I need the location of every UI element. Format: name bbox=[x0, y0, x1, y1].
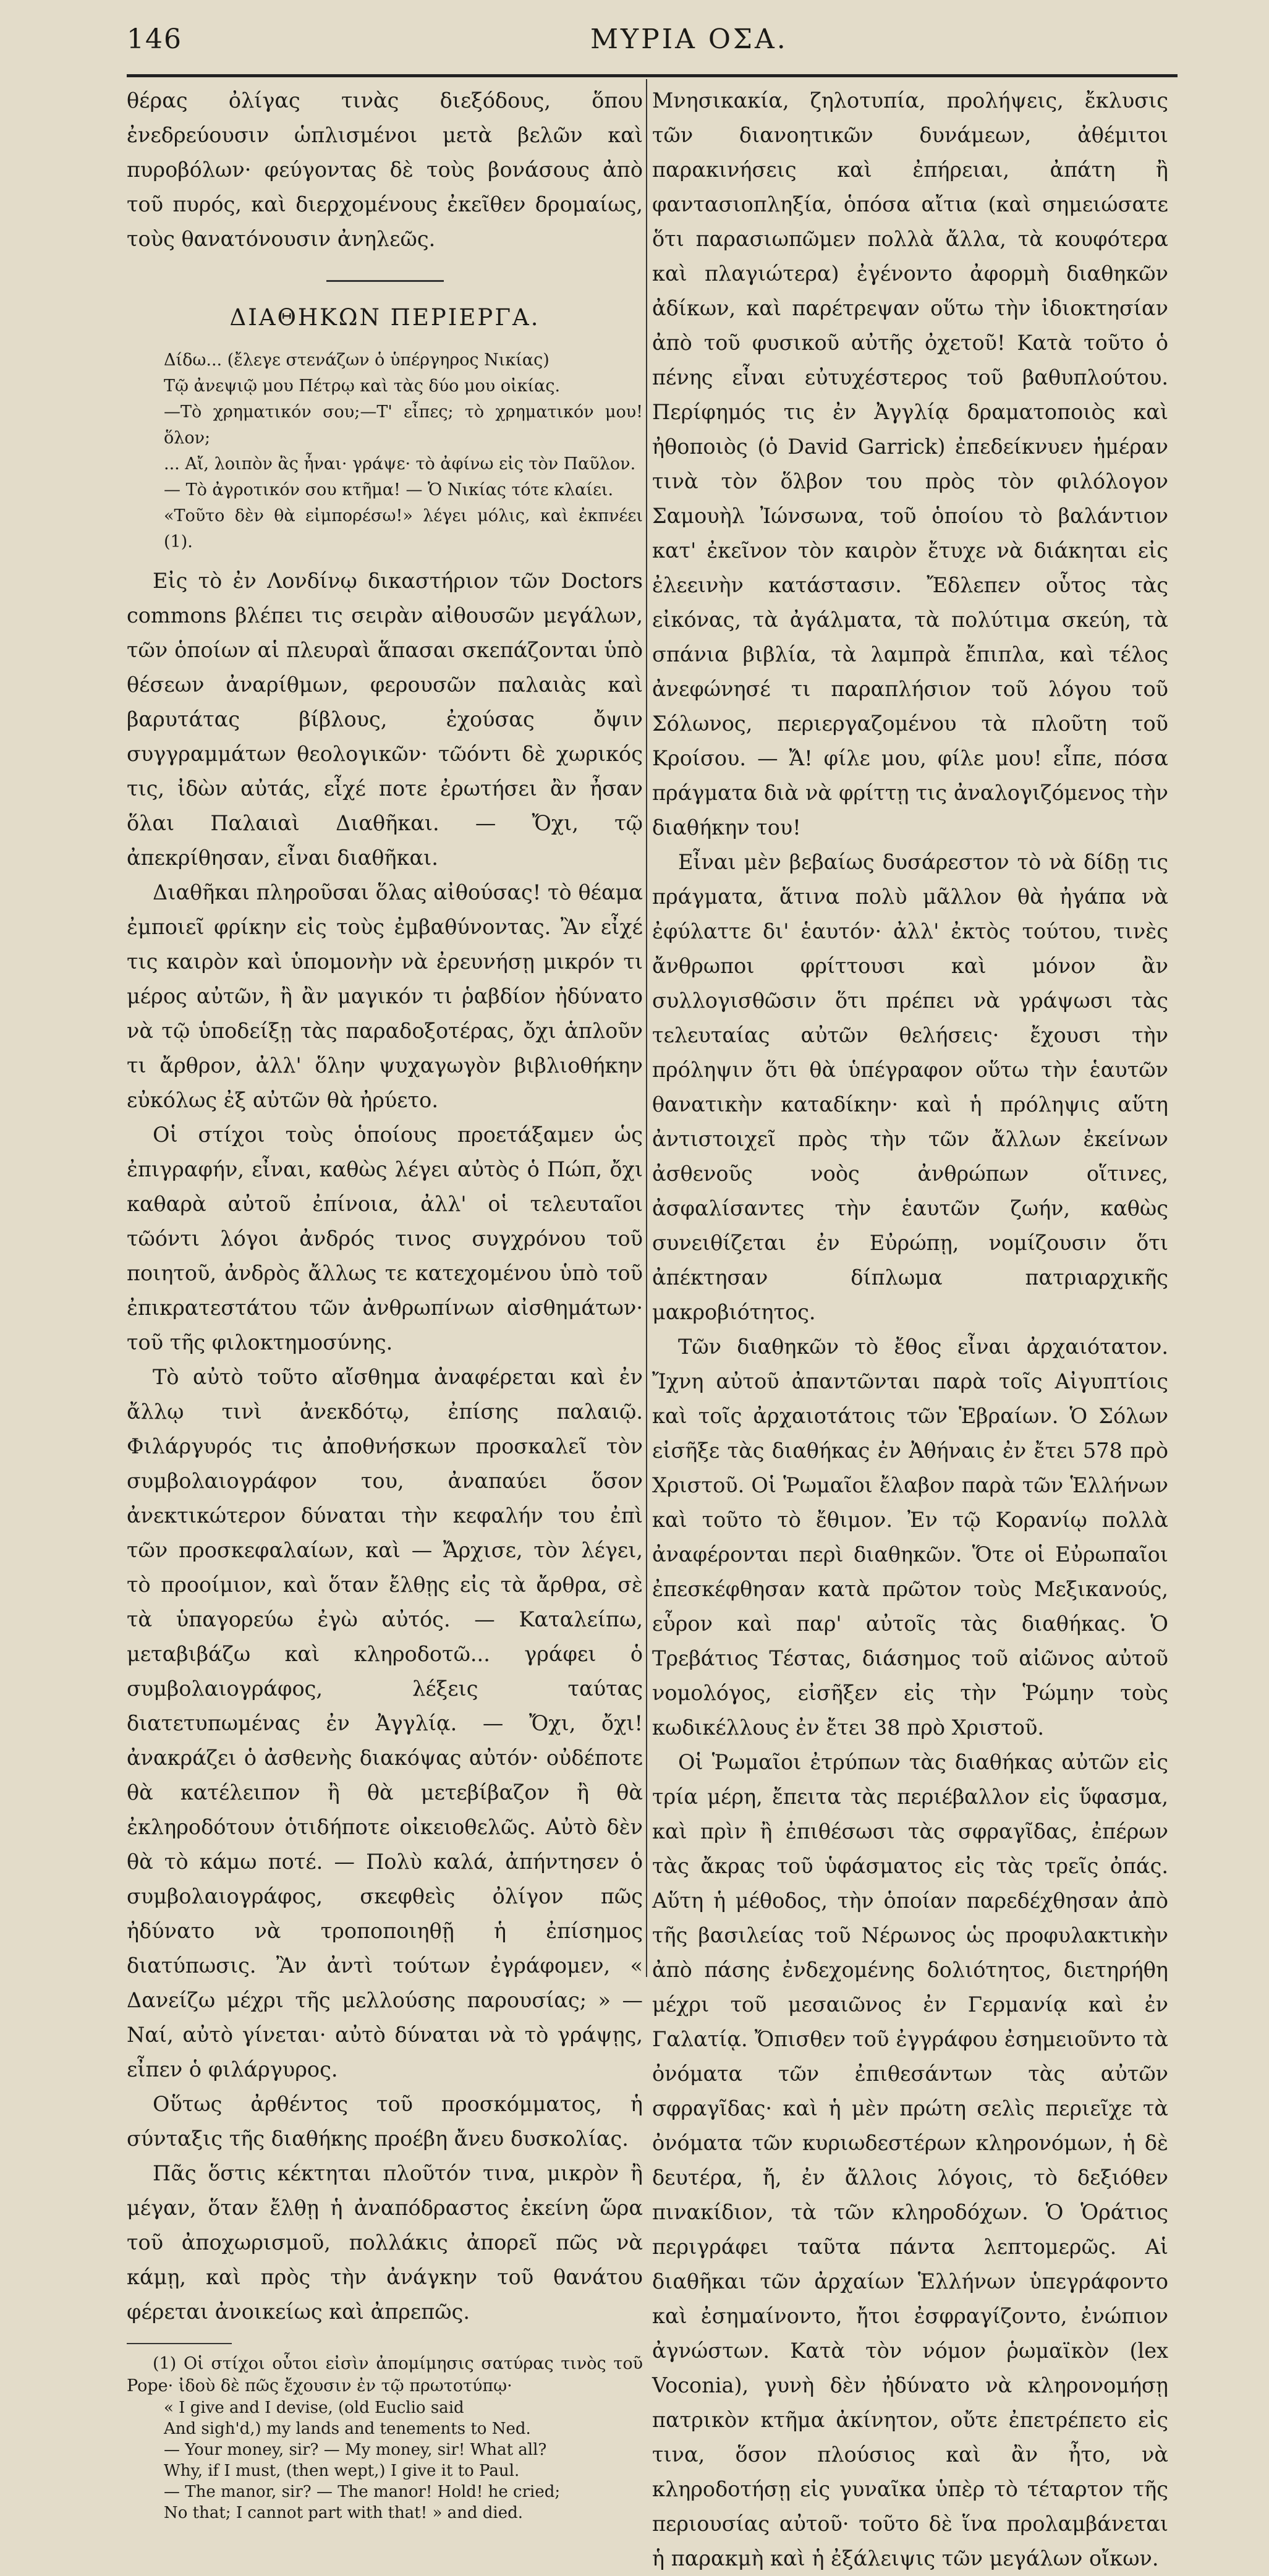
page-header bbox=[127, 23, 1178, 67]
paragraph: Οἱ στίχοι τοὺς ὁποίους προετάξαμεν ὡς ἐπιγραφήν, εἶναι, καθὼς λέγει αὐτὸς ὁ Πώπ, ὄχι καθαρὰ αὐτοῦ ἐπίνοια, ἀλλ' οἱ τελευταῖοι τῶόντι λόγοι ἀνδρός τινος συγχρόνου τοῦ ποιητοῦ, ἀνδρὸς ἄλλως τε κατεχομένου ὑπὸ τοῦ ἐπικρατεστάτου τῶν ἀνθρωπίνων αἰσθημάτων· τοῦ τῆς φιλοκτημοσύνης. bbox=[127, 1123, 643, 1354]
section-divider bbox=[326, 280, 444, 282]
paragraph: Μνησικακία, ζηλοτυπία, προλήψεις, ἔκλυσις τῶν διανοητικῶν δυνάμεων, ἀθέμιτοι παρακινήσεις καὶ ἐπήρειαι, ἀπάτη ἢ φαντασιοπληξία, ὁπόσα αἴτια (καὶ σημειώσατε ὅτι παρασιωπῶμεν πολλὰ ἄλλα, τὰ κουφότερα καὶ πλαγιώτερα) ἐγένοντο ἀφορμὴ διαθηκῶν ἀδίκων, καὶ παρέτρεψαν οὕτω τὴν ἰδιοκτησίαν ἀπὸ τοῦ φυσικοῦ αὐτῆς ὀχετοῦ! Κατὰ τοῦτο ὁ πένης εἶναι εὐτυχέστερος τοῦ βαθυπλούτου. Περίφημός τις ἐν Ἀγγλίᾳ δραματοποιὸς καὶ ἠθοποιὸς (ὁ David Garrick) ἐπεδείκνυεν ἡμέραν τινὰ τὸν ὅλβον του πρὸς τὸν φιλόλογον Σαμουὴλ Ἰώνσωνα, τοῦ ὁποίου τὸ βαλάντιον κατ' ἐκεῖνον τὸν καιρὸν ἔτυχε νὰ διάκηται εἰς ἐλεεινὴν κατάστασιν. Ἔδλεπεν οὗτος τὰς εἰκόνας, τὰ ἀγάλματα, τὰ πολύτιμα σκεύη, τὰ σπάνια βιβλία, τὰ λαμπρὰ ἔπιπλα, καὶ τέλος ἀνεφώνησέ τι παραπλήσιον τοῦ λόγου τοῦ Σόλωνος, περιεργαζομένου τὰ πλοῦτη τοῦ Κροίσου. — Ἄ! φίλε μου, φίλε μου! εἶπε, πόσα πράγματα διὰ νὰ φρίττῃ τις ἀναλογιζόμενος τὴν διαθήκην του! bbox=[652, 88, 1168, 840]
footnote-verse-line: — Your money, sir? — My money, sir! What all? bbox=[164, 2441, 547, 2459]
column-divider bbox=[646, 79, 647, 1977]
verse-line: — Τὸ ἀγροτικόν σου κτῆμα! — Ὁ Νικίας τότε κλαίει. bbox=[164, 480, 614, 499]
right-column bbox=[652, 83, 1168, 2570]
footnote bbox=[127, 2353, 643, 2523]
footnote-verse-line: — The manor, sir? — The manor! Hold! he cried; bbox=[164, 2483, 561, 2501]
footnote-text: (1) Οἱ στίχοι οὗτοι εἰσὶν ἀπομίμησις σατύρας τινὸς τοῦ Pope· ἰδοὺ δὲ πῶς ἔχουσιν ἐν τῷ πρωτοτύπῳ· bbox=[127, 2354, 643, 2395]
verse-line: «Τοῦτο δὲν θὰ εἰμπορέσω!» λέγει μόλις, καὶ ἐκπνέει (1). bbox=[164, 506, 643, 551]
paragraph: Τῶν διαθηκῶν τὸ ἔθος εἶναι ἀρχαιότατον. Ἴχνη αὐτοῦ ἀπαντῶνται παρὰ τοῖς Αἰγυπτίοις καὶ τοῖς ἀρχαιοτάτοις τῶν Ἑβραίων. Ὁ Σόλων εἰσῆξε τὰς διαθήκας ἐν Ἀθήναις ἐν ἔτει 578 πρὸ Χριστοῦ. Οἱ Ῥωμαῖοι ἔλαβον παρὰ τῶν Ἑλλήνων καὶ τοῦτο τὸ ἔθιμον. Ἐν τῷ Κορανίῳ πολλὰ ἀναφέρονται περὶ διαθηκῶν. Ὅτε οἱ Εὐρωπαῖοι ἐπεσκέφθησαν κατὰ πρῶτον τοὺς Μεξικανούς, εὗρον καὶ παρ' αὐτοῖς τὰς διαθήκας. Ὁ Τρεβάτιος Τέστας, διάσημος τοῦ αἰῶνος αὐτοῦ νομολόγος, εἰσῆξεν εἰς τὴν Ῥώμην τοὺς κωδικέλλους ἐν ἔτει 38 πρὸ Χριστοῦ. bbox=[652, 1335, 1168, 1740]
paragraph: Διαθῆκαι πληροῦσαι ὅλας αἰθούσας! τὸ θέαμα ἐμποιεῖ φρίκην εἰς τοὺς ἐμβαθύνοντας. Ἂν εἶχέ τις καιρὸν καὶ ὑπομονὴν νὰ ἐρευνήσῃ μικρόν τι μέρος αὐτῶν, ἢ ἂν μαγικόν τι ῥαβδίον ἠδύνατο νὰ τῷ ὑποδείξῃ τὰς παραδοξοτέρας, ὄχι ἁπλοῦν τι ἄρθρον, ἀλλ' ὅλην ψυχαγωγὸν βιβλιοθήκην εὐκόλως ἐξ αὐτῶν θὰ ἠρύετο. bbox=[127, 880, 643, 1112]
verse-line: Τῷ ἀνεψιῷ μου Πέτρῳ καὶ τὰς δύο μου οἰκίας. bbox=[164, 376, 561, 396]
footnote-verse bbox=[127, 2397, 643, 2523]
footnote-rule bbox=[127, 2343, 232, 2344]
left-column bbox=[127, 83, 643, 2522]
running-head: ΜΥΡΙΑ ΟΣΑ. bbox=[590, 23, 788, 55]
paragraph: Τὸ αὐτὸ τοῦτο αἴσθημα ἀναφέρεται καὶ ἐν ἄλλῳ τινὶ ἀνεκδότῳ, ἐπίσης παλαιῷ. Φιλάργυρός τις ἀποθνήσκων προσκαλεῖ τὸν συμβολαιογράφον του, ἀναπαύει ὅσον ἀνεκτικώτερον δύναται τὴν κεφαλήν του ἐπὶ τῶν προσκεφαλαίων, καὶ — Ἄρχισε, τὸν λέγει, τὸ προοίμιον, καὶ ὅταν ἔλθῃς εἰς τὰ ἄρθρα, σὲ τὰ ὑπαγορεύω ἐγὼ αὐτός. — Καταλείπω, μεταβιβάζω καὶ κληροδοτῶ... γράφει ὁ συμβολαιογράφος, λέξεις ταύτας διατετυπωμένας ἐν Ἀγγλίᾳ. — Ὄχι, ὄχι! ἀνακράζει ὁ ἀσθενὴς διακόψας αὐτόν· οὐδέποτε θὰ κατέλειπον ἢ θὰ μετεβίβαζον ἢ θὰ ἐκληροδότουν ὁτιδήποτε οἰκειοθελῶς. Αὐτὸ δὲν θὰ τὸ κάμω ποτέ. — Πολὺ καλά, ἀπήντησεν ὁ συμβολαιογράφος, σκεφθεὶς ὀλίγον πῶς ἠδύνατο νὰ τροποποιηθῇ ἡ ἐπίσημος διατύπωσις. Ἂν ἀντὶ τούτων ἐγράφομεν, « Δανείζω μέχρι τῆς μελλούσης παρουσίας; » — Ναί, αὐτὸ γίνεται· αὐτὸ δύναται νὰ τὸ γράψῃς, εἶπεν ὁ φιλάργυρος. bbox=[127, 1365, 643, 2081]
footnote-verse-line: Why, if I must, (then wept,) I give it to Paul. bbox=[164, 2462, 520, 2480]
header-rule bbox=[127, 74, 1178, 77]
verse-line: —Τὸ χρηματικόν σου;—Τ' εἶπες; τὸ χρηματικόν μου! ὅλον; bbox=[164, 402, 643, 448]
paragraph: Εἰς τὸ ἐν Λονδίνῳ δικαστήριον τῶν Doctors commons βλέπει τις σειρὰν αἰθουσῶν μεγάλων, τῶν ὁποίων αἱ πλευραὶ ἅπασαι σκεπάζονται ὑπὸ θέσεων ἀναρίθμων, φερουσῶν παλαιὰς καὶ βαρυτάτας βίβλους, ἐχούσας ὄψιν συγγραμμάτων θεολογικῶν· τῶόντι δὲ χωρικός τις, ἰδὼν αὐτάς, εἶχέ ποτε ἐρωτήσει ἂν ἦσαν ὅλαι Παλαιαὶ Διαθῆκαι. — Ὄχι, τῷ ἀπεκρίθησαν, εἶναι διαθῆκαι. bbox=[127, 569, 643, 870]
epigraph-verse bbox=[127, 347, 643, 555]
footnote-verse-line: And sigh'd,) my lands and tenements to Ned. bbox=[164, 2420, 531, 2438]
verse-line: ... Αἴ, λοιπὸν ἂς ἦναι· γράψε· τὸ ἀφίνω εἰς τὸν Παῦλον. bbox=[164, 454, 636, 474]
footnote-verse-line: No that; I cannot part with that! » and died. bbox=[164, 2504, 524, 2522]
page-number: 146 bbox=[127, 23, 182, 55]
paragraph: θέρας ὀλίγας τινὰς διεξόδους, ὅπου ἐνεδρεύουσιν ὡπλισμένοι μετὰ βελῶν καὶ πυροβόλων· φεύγοντας δὲ τοὺς βονάσους ἀπὸ τοῦ πυρός, καὶ διερχομένους ἐκεῖθεν δρομαίως, τοὺς θανατόνουσιν ἀνηλεῶς. bbox=[127, 88, 643, 251]
paragraph: Οὕτως ἀρθέντος τοῦ προσκόμματος, ἡ σύνταξις τῆς διαθήκης προέβη ἄνευ δυσκολίας. bbox=[127, 2092, 643, 2151]
verse-line: Δίδω... (ἔλεγε στενάζων ὁ ὑπέργηρος Νικίας) bbox=[164, 351, 550, 370]
paragraph: Οἱ Ῥωμαῖοι ἐτρύπων τὰς διαθήκας αὐτῶν εἰς τρία μέρη, ἔπειτα τὰς περιέβαλλον εἰς ὕφασμα, καὶ πρὶν ἢ ἐπιθέσωσι τὰς σφραγῖδας, ἐπέρων τὰς ἄκρας τοῦ ὑφάσματος εἰς τὰς τρεῖς ὀπάς. Αὕτη ἡ μέθοδος, τὴν ὁποίαν παρεδέχθησαν ἀπὸ τῆς βασιλείας τοῦ Νέρωνος ὡς προφυλακτικὴν ἀπὸ πάσης ἐνδεχομένης δολιότητος, διετηρήθη μέχρι τοῦ μεσαιῶνος ἐν Γερμανίᾳ καὶ ἐν Γαλατίᾳ. Ὄπισθεν τοῦ ἐγγράφου ἐσημειοῦντο τὰ ὀνόματα τῶν ἐπιθεσάντων τὰς αὐτῶν σφραγῖδας· καὶ ἡ μὲν πρώτη σελὶς περιεῖχε τὰ ὀνόματα τῶν κυριωδεστέρων κληρονόμων, ἡ δὲ δευτέρα, ἤ, ἐν ἄλλοις λόγοις, τὸ δεξιόθεν πινακίδιον, τὰ τῶν κληροδόχων. Ὁ Ὁράτιος περιγράφει ταῦτα πάντα λεπτομερῶς. Αἱ διαθῆκαι τῶν ἀρχαίων Ἑλλήνων ὑπεγράφοντο καὶ ἐσημαίνοντο, ἤτοι ἐσφραγίζοντο, ἐνώπιον ἀγνώστων. Κατὰ τὸν νόμον ῥωμαϊκὸν (lex Voconia), γυνὴ δὲν ἠδύνατο νὰ κληρονομήσῃ πατρικὸν κτῆμα ἀκίνητον, οὔτε ἐπετρέπετο εἰς τινα, ὅσον πλούσιος καὶ ἂν ἦτο, νὰ κληροδοτήσῃ εἰς γυναῖκα ὑπὲρ τὸ τέταρτον τῆς περιουσίας αὐτοῦ· τοῦτο δὲ ἵνα προλαμβάνεται ἡ παρακμὴ καὶ ἡ ἐξάλειψις τῶν μεγάλων οἴκων. bbox=[652, 1750, 1168, 2570]
footnote-verse-line: « I give and I devise, (old Euclio said bbox=[164, 2399, 464, 2417]
section-heading: ΔΙΑΘΗΚΩΝ ΠΕΡΙΕΡΓΑ. bbox=[229, 304, 540, 331]
paragraph: Πᾶς ὅστις κέκτηται πλοῦτόν τινα, μικρὸν ἢ μέγαν, ὅταν ἔλθῃ ἡ ἀναπόδραστος ἐκείνη ὥρα τοῦ ἀποχωρισμοῦ, πολλάκις ἀπορεῖ πῶς νὰ κάμῃ, καὶ πρὸς τὴν ἀνάγκην τοῦ θανάτου φέρεται ἀνοικείως καὶ ἀπρεπῶς. bbox=[127, 2161, 643, 2324]
paragraph: Εἶναι μὲν βεβαίως δυσάρεστον τὸ νὰ δίδῃ τις πράγματα, ἅτινα πολὺ μᾶλλον θὰ ἠγάπα νὰ ἐφύλαττε δι' ἑαυτόν· ἀλλ' ἐκτὸς τούτου, τινὲς ἄνθρωποι φρίττουσι καὶ μόνον ἂν συλλογισθῶσιν ὅτι πρέπει νὰ γράψωσι τὰς τελευταίας αὐτῶν θελήσεις· ἔχουσι τὴν πρόληψιν ὅτι θὰ ὑπέγραφον οὕτω τὴν ἑαυτῶν θανατικὴν καταδίκην· καὶ ἡ πρόληψις αὕτη ἀντιστοιχεῖ πρὸς τὴν τῶν ἄλλων ἐκείνων ἀσθενοῦς νοὸς ἀνθρώπων οἵτινες, ἀσφαλίσαντες τὴν ἑαυτῶν ζωήν, καθὼς συνειθίζεται ἐν Εὐρώπῃ, νομίζουσιν ὅτι ἀπέκτησαν δίπλωμα πατριαρχικῆς μακροβιότητος. bbox=[652, 850, 1168, 1324]
